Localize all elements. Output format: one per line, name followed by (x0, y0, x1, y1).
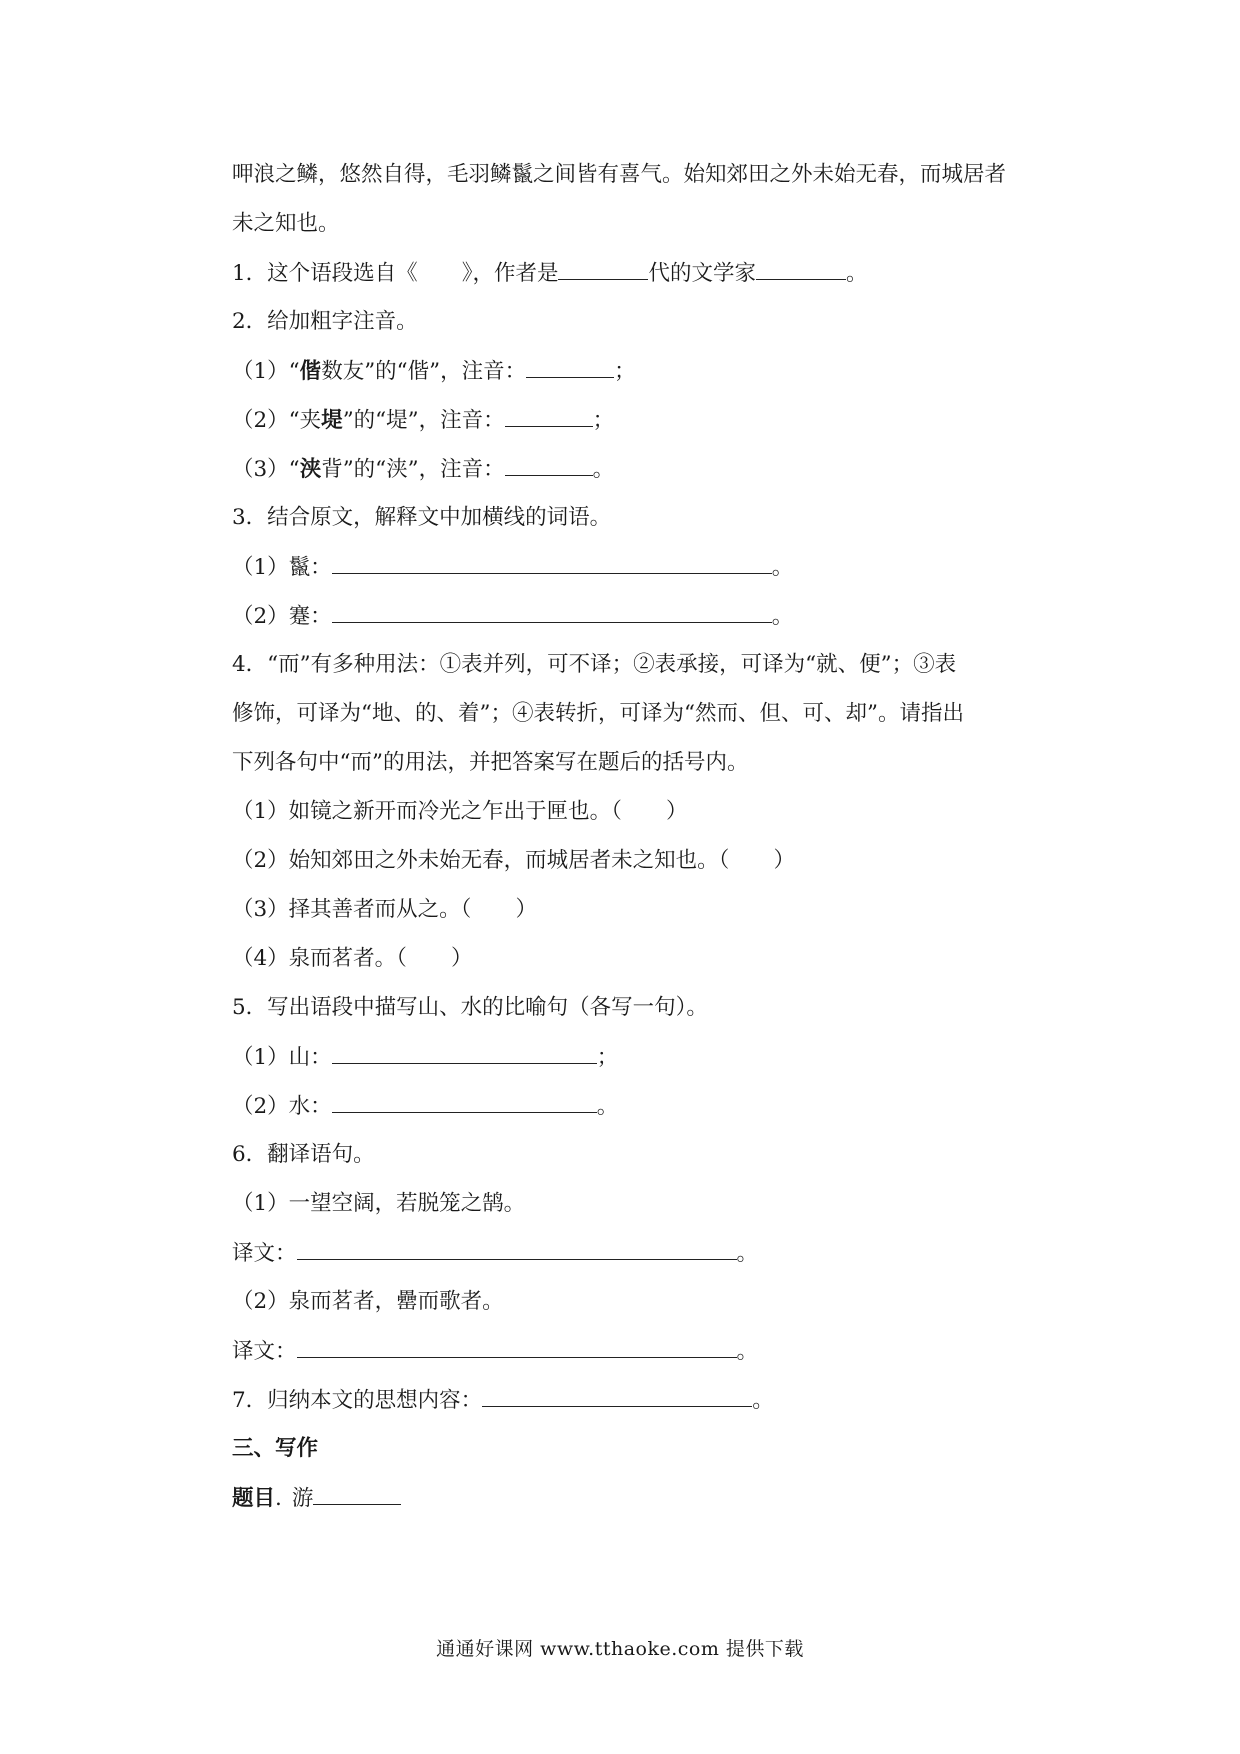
q1-text-d: 。 (845, 261, 868, 286)
writing-topic (232, 1480, 1032, 1529)
answer-blank-dynasty[interactable] (558, 255, 648, 280)
q5-i2-end: 。 (596, 1094, 619, 1119)
question-3-title (232, 500, 1032, 549)
topic-label: 题目 (232, 1486, 276, 1511)
answer-blank-author[interactable] (756, 255, 846, 280)
answer-blank-explain-1[interactable] (332, 549, 772, 574)
answer-blank-topic[interactable] (313, 1480, 401, 1505)
close-paren: ） (665, 799, 688, 824)
q4-text-3: 下列各句中“而”的用法，并把答案写在题后的括号内。 (232, 750, 749, 775)
answer-blank-mountain[interactable] (332, 1039, 597, 1064)
answer-blank-pinyin-2[interactable] (505, 402, 593, 427)
q4-text-1: 4．“而”有多种用法：①表并列，可不译；②表承接，可译为“就、便”；③表 (232, 652, 957, 677)
q4-i3-text: （3）择其善者而从之。（ (232, 897, 472, 922)
question-2-item-1 (232, 353, 1032, 402)
q2-i2-end: ； (592, 408, 615, 433)
q3-i2-end: 。 (771, 604, 794, 629)
question-1 (232, 255, 1032, 304)
q6-i1-text: （1）一望空阔，若脱笼之鹄。 (232, 1191, 526, 1216)
question-4-item-3 (232, 892, 1032, 941)
q3-i1-label: （1）鬣： (232, 555, 332, 580)
q6-i2-text: （2）泉而茗者，罍而歌者。 (232, 1289, 504, 1314)
question-4-line-2 (232, 696, 1032, 745)
q5-i1-label: （1）山： (232, 1045, 332, 1070)
question-6-item-2 (232, 1284, 1032, 1333)
bold-char: 浃 (299, 457, 322, 482)
question-4-item-1 (232, 794, 1032, 843)
q6-end: 。 (736, 1241, 759, 1266)
q5-i1-end: ； (596, 1045, 619, 1070)
q6-title: 6．翻译语句。 (232, 1142, 375, 1167)
answer-blank-explain-2[interactable] (332, 598, 772, 623)
worksheet-content (232, 157, 1032, 1529)
passage-text: 呷浪之鳞，悠然自得，毛羽鳞鬣之间皆有喜气。始知郊田之外未始无春，而城居者 (232, 162, 1007, 187)
topic-text: 游 (291, 1486, 314, 1511)
question-2-item-3 (232, 451, 1032, 500)
close-paren: ） (515, 897, 537, 922)
q6-end: 。 (736, 1339, 759, 1364)
question-4-line-3 (232, 745, 1032, 794)
q2-title: 2．给加粗字注音。 (232, 309, 418, 334)
section-title: 三、写作 (232, 1436, 319, 1461)
q2-i3-end: 。 (592, 457, 615, 482)
close-paren: ） (450, 946, 473, 971)
q3-title: 3．结合原文，解释文中加横线的词语。 (232, 505, 612, 530)
q2-i3-pre: （3）“ (232, 457, 300, 482)
answer-blank-translation-2[interactable] (297, 1333, 737, 1358)
q5-i2-label: （2）水： (232, 1094, 332, 1119)
q2-i2-pre: （2）“夹 (232, 408, 322, 433)
answer-blank-translation-1[interactable] (297, 1235, 737, 1260)
passage-text: 未之知也。 (232, 211, 340, 236)
q5-title: 5．写出语段中描写山、水的比喻句（各写一句）。 (232, 995, 708, 1020)
q3-i2-label: （2）蹇： (232, 604, 332, 629)
answer-blank-water[interactable] (332, 1088, 597, 1113)
answer-blank-summary[interactable] (482, 1382, 752, 1407)
question-4-item-4 (232, 941, 1032, 990)
passage-line-1 (232, 157, 1032, 206)
question-6-translation-2 (232, 1333, 1032, 1382)
q2-i2-post: ”的“堤”，注音： (342, 408, 505, 433)
q4-i1-text: （1）如镜之新开而冷光之乍出于匣也。（ (232, 799, 622, 824)
q1-text-a: 1．这个语段选自《 (232, 261, 418, 286)
q7-end: 。 (752, 1388, 774, 1413)
answer-blank-pinyin-3[interactable] (505, 451, 593, 476)
q1-text-c: 代的文学家 (648, 261, 756, 286)
question-2-title (232, 304, 1032, 353)
question-7 (232, 1382, 1032, 1431)
question-4-line-1 (232, 647, 1032, 696)
question-6-item-1 (232, 1186, 1032, 1235)
question-6-title (232, 1137, 1032, 1186)
question-4-item-2 (232, 843, 1032, 892)
q2-i1-pre: （1）“ (232, 359, 300, 384)
q4-i4-text: （4）泉而茗者。（ (232, 946, 407, 971)
question-5-item-1 (232, 1039, 1032, 1088)
question-3-item-2 (232, 598, 1032, 647)
question-3-item-1 (232, 549, 1032, 598)
q2-i1-post: 数友”的“偕”，注音： (321, 359, 527, 384)
translation-label: 译文： (232, 1241, 297, 1266)
question-6-translation-1 (232, 1235, 1032, 1284)
question-5-title (232, 990, 1032, 1039)
section-3-heading (232, 1431, 1032, 1480)
page-footer: 通通好课网 www.tthaoke.com 提供下载 (436, 1638, 804, 1660)
topic-separator: . (275, 1486, 282, 1511)
q3-i1-end: 。 (771, 555, 794, 580)
bold-char: 堤 (321, 408, 343, 433)
answer-blank-pinyin-1[interactable] (526, 353, 614, 378)
q4-i2-text: （2）始知郊田之外未始无春，而城居者未之知也。（ (232, 848, 730, 873)
q7-text: 7．归纳本文的思想内容： (232, 1388, 483, 1413)
question-5-item-2 (232, 1088, 1032, 1137)
passage-line-2 (232, 206, 1032, 255)
q2-i1-end: ； (614, 359, 636, 384)
q4-text-2: 修饰，可译为“地、的、着”；④表转折，可译为“然而、但、可、却”。请指出 (232, 701, 964, 726)
translation-label: 译文： (232, 1339, 297, 1364)
bold-char: 偕 (299, 359, 322, 384)
q2-i3-post: 背”的“浃”，注音： (321, 457, 505, 482)
question-2-item-2 (232, 402, 1032, 451)
close-paren: ） (773, 848, 795, 873)
q1-text-b: 》，作者是 (461, 261, 559, 286)
